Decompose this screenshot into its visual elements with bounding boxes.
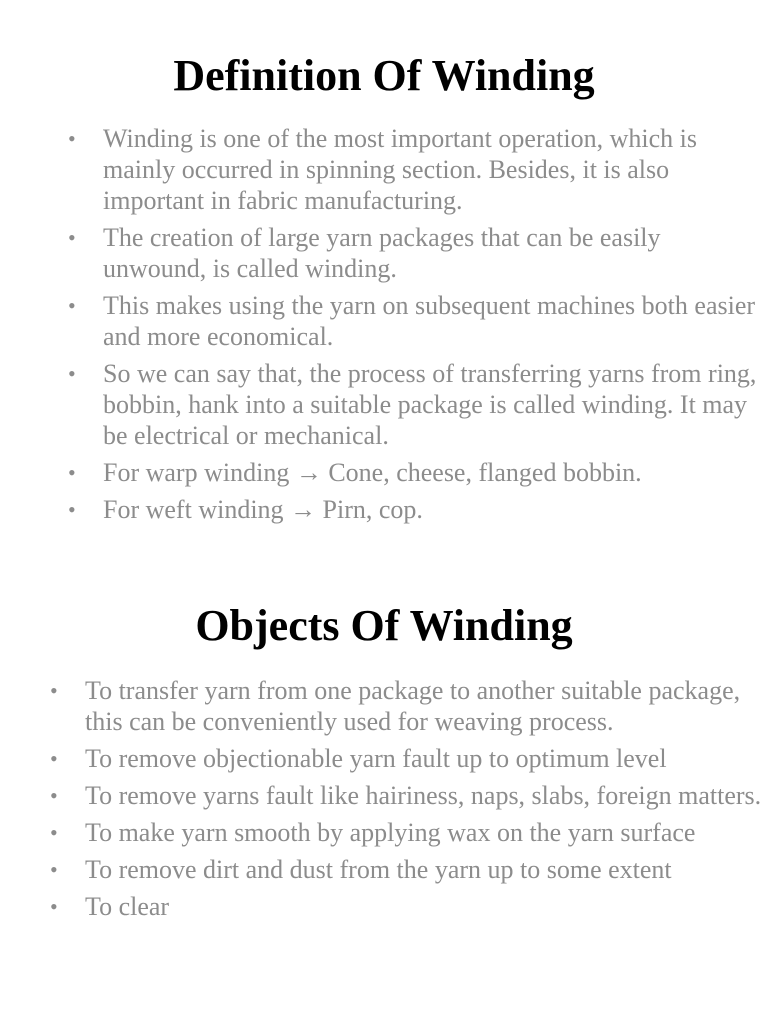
bullet-icon: • (68, 460, 76, 485)
bullet-icon: • (68, 497, 76, 522)
bullet-text: To transfer yarn from one package to another suitable package, this can be conveniently used for weaving process. (85, 676, 741, 736)
bullet-text: For warp winding → Cone, cheese, flanged bobbin. (103, 458, 642, 487)
bullet-icon: • (68, 293, 76, 318)
bullet-icon: • (50, 678, 58, 703)
slide-title: Definition Of Winding (173, 51, 595, 100)
bullet-list (68, 123, 758, 531)
bullet-text: To make yarn smooth by applying wax on the yarn surface (85, 818, 696, 847)
bullet-text: To remove yarns fault like hairiness, naps, slabs, foreign matters. (85, 781, 762, 810)
bullet-item (68, 123, 758, 216)
bullet-icon: • (50, 820, 58, 845)
slide-title: Objects Of Winding (195, 601, 573, 650)
bullet-text: For weft winding → Pirn, cop. (103, 495, 423, 524)
bullet-list (50, 675, 762, 928)
bullet-text: This makes using the yarn on subsequent machines both easier and more economical. (103, 291, 756, 351)
bullet-item (50, 743, 762, 774)
bullet-icon: • (50, 894, 58, 919)
bullet-text: So we can say that, the process of transferring yarns from ring, bobbin, hank into a suitable package is called winding. It may be electrical or mechanical. (103, 359, 757, 450)
bullet-item (68, 494, 758, 525)
bullet-text: The creation of large yarn packages that can be easily unwound, is called winding. (103, 223, 661, 283)
bullet-item (68, 290, 758, 352)
slide-objects-of-winding (0, 576, 768, 1024)
bullet-icon: • (50, 857, 58, 882)
bullet-icon: • (50, 746, 58, 771)
bullet-item (50, 891, 762, 922)
bullet-text: To remove dirt and dust from the yarn up to some extent (85, 855, 672, 884)
bullet-item (50, 817, 762, 848)
bullet-icon: • (68, 126, 76, 151)
bullet-icon: • (68, 361, 76, 386)
bullet-icon: • (68, 225, 76, 250)
bullet-text: To clear (85, 892, 170, 921)
bullet-item (50, 675, 762, 737)
bullet-item (68, 358, 758, 451)
bullet-item (50, 854, 762, 885)
bullet-icon: • (50, 783, 58, 808)
bullet-item (68, 457, 758, 488)
bullet-item (68, 222, 758, 284)
bullet-item (50, 780, 762, 811)
bullet-text: To remove objectionable yarn fault up to optimum level (85, 744, 667, 773)
bullet-text: Winding is one of the most important operation, which is mainly occurred in spinning section. Besides, it is also important in fabric manufacturing. (103, 124, 697, 215)
